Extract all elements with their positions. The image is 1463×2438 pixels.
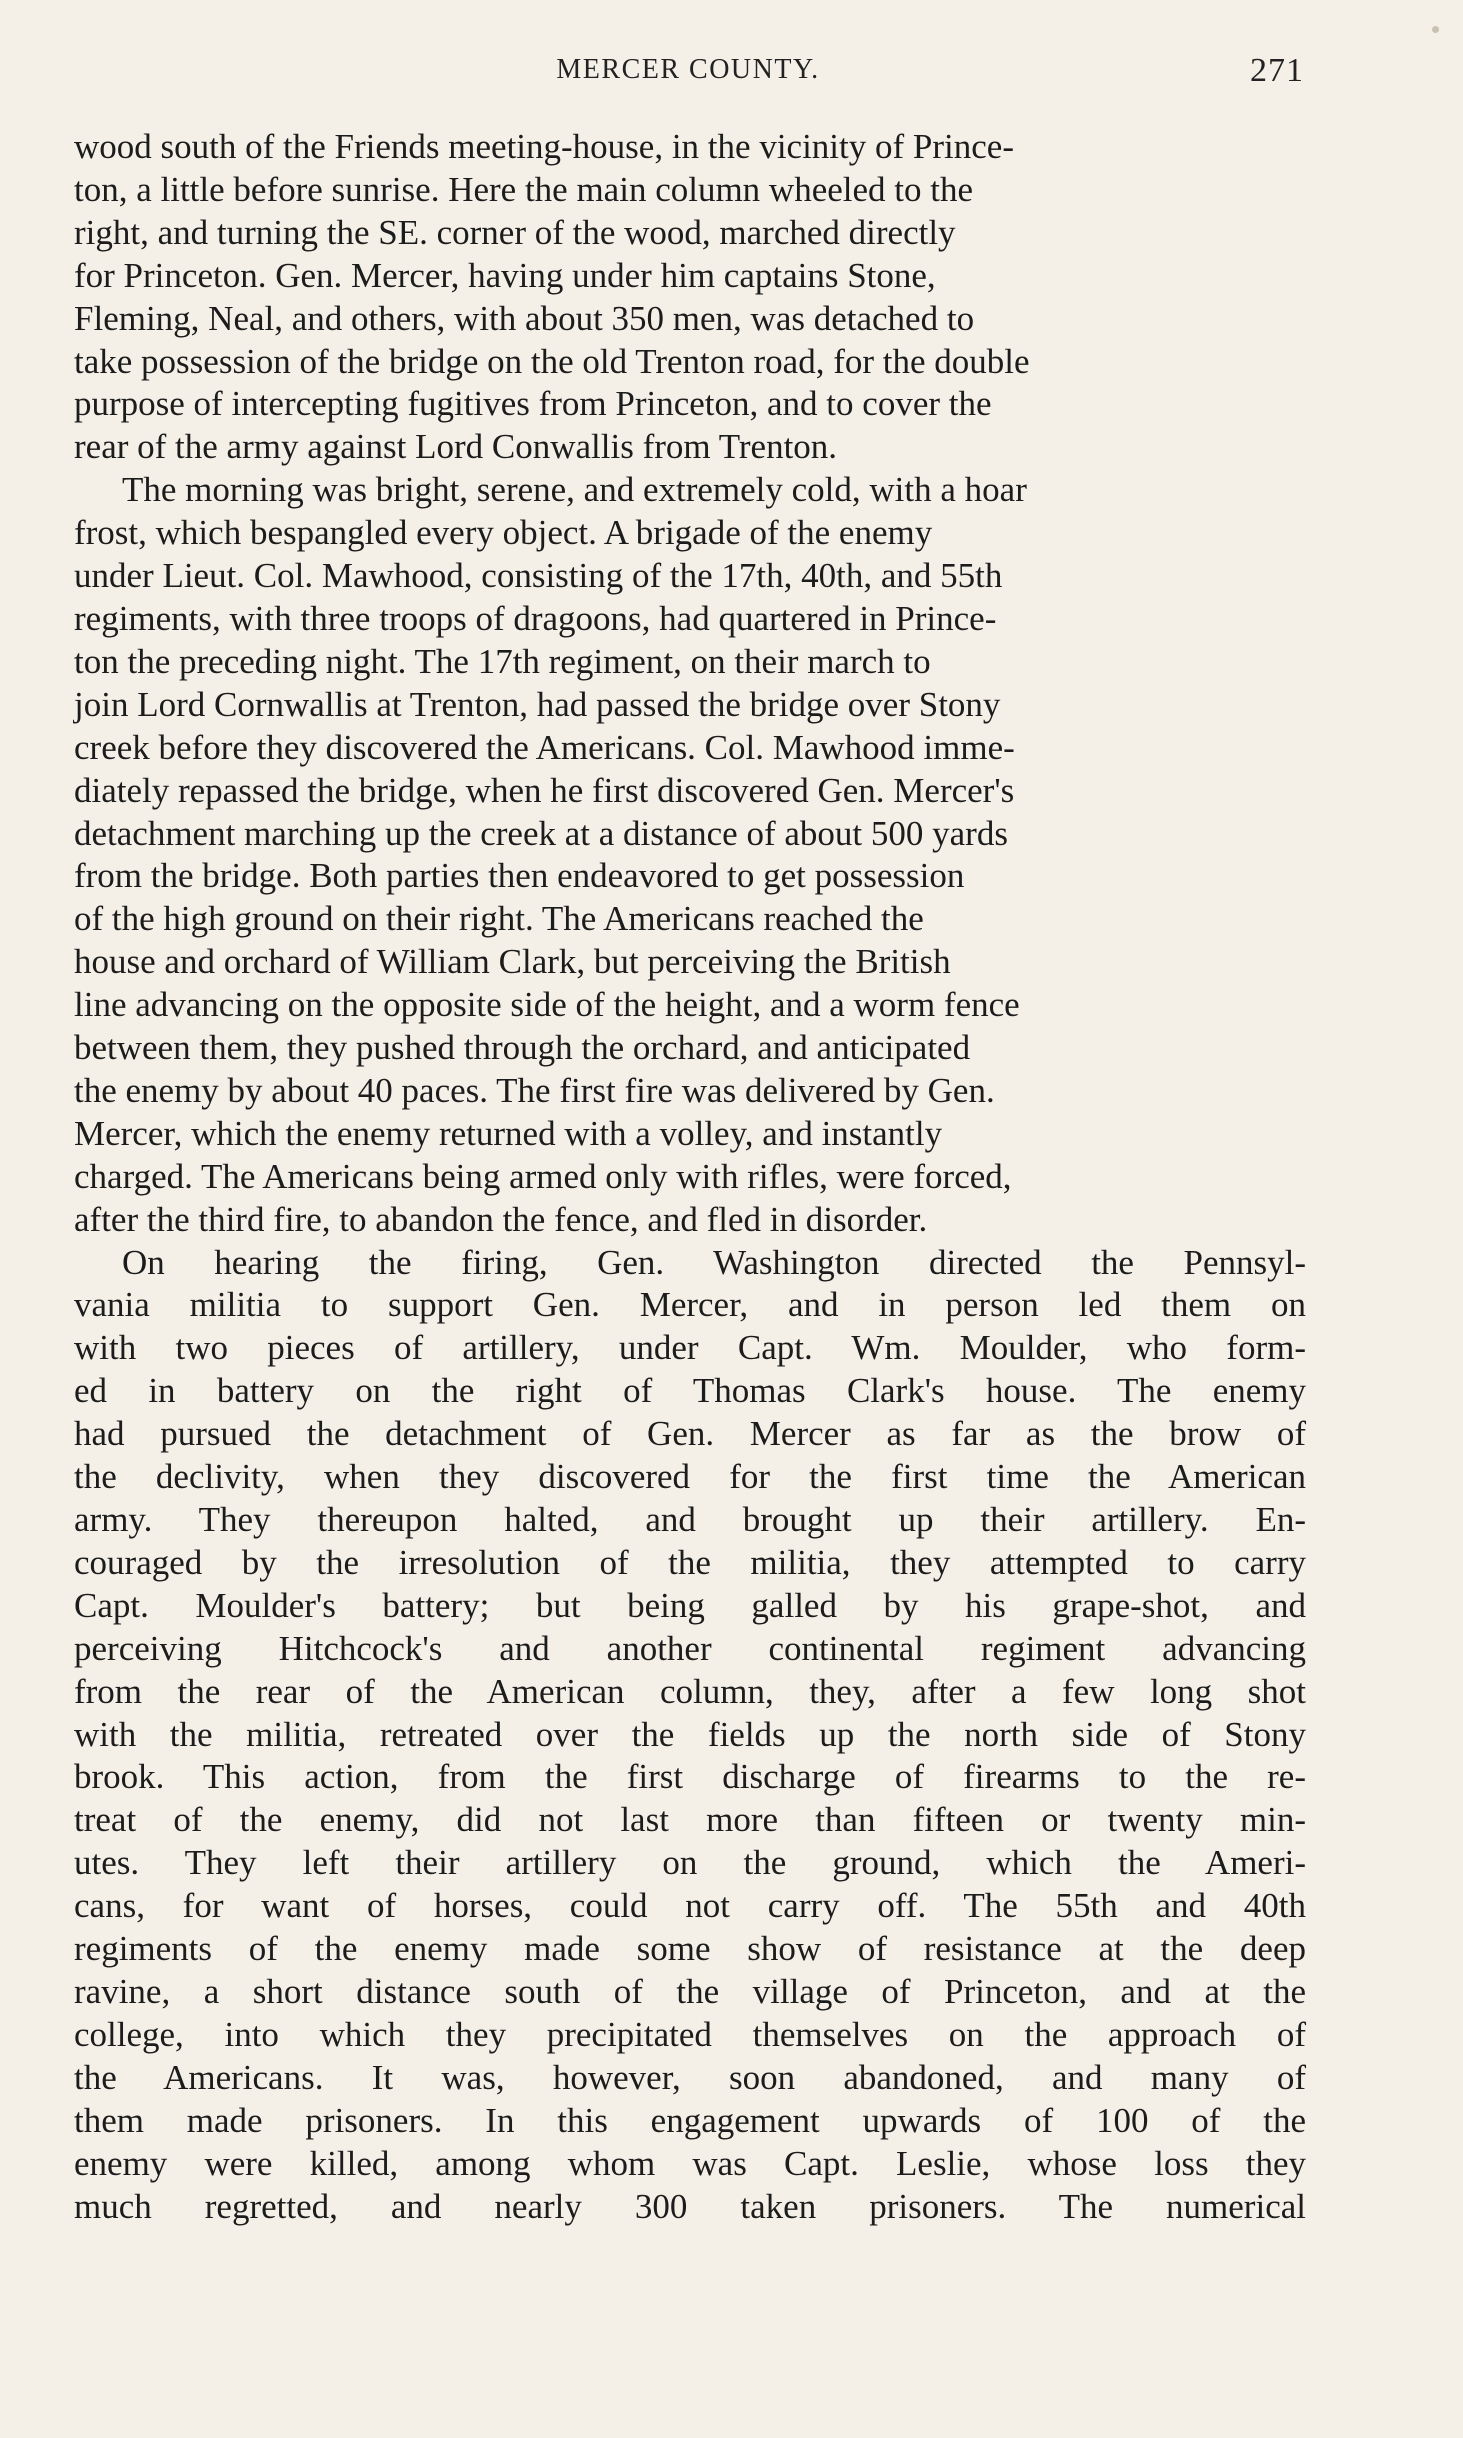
paragraph-2: The morning was bright, serene, and extremely cold, with a hoar frost, which bespangled every object. A brigade of the enemy under Lieut. Col. Mawhood, consisting of the 17th, 40th, and 55th regiments, with three troops of dragoons, had quartered in Prince- ton the preceding night. The 17th regiment, on their march to join Lord Cornwallis at Trenton, had passed the bridge over Stony creek before they discovered the Americans. Col. Mawhood imme- diately repassed the bridge, when he first discovered Gen. Mercer's detachment marching up the creek at a distance of about 500 yards from the bridge. Both parties then endeavored to get possession of the high ground on their right. The Americans reached the house and orchard of William Clark, but perceiving the British line advancing on the opposite side of the height, and a worm fence between them, they pushed through the orchard, and anticipated the enemy by about 40 paces. The first fire was delivered by Gen. Mercer, which the enemy returned with a volley, and instantly charged. The Americans being armed only with rifles, were forced, after the third fire, to abandon the fence, and fled in disorder. xyxy=(74,470,1027,1239)
paragraph-1: wood south of the Friends meeting-house, in the vicinity of Prince- ton, a little before sunrise. Here the main column wheeled to the right, and turning the SE. corner of the wood, marched directly for Princeton. Gen. Mercer, having under him captains Stone, Fleming, Neal, and others, with about 350 men, was detached to take possession of the bridge on the old Trenton road, for the double purpose of intercepting fugitives from Princeton, and to cover the rear of the army against Lord Conwallis from Trenton. xyxy=(74,127,1030,467)
page-number: 271 xyxy=(1250,52,1304,89)
body-text xyxy=(74,126,1306,2228)
running-head xyxy=(72,52,1304,102)
running-head-title: MERCER COUNTY. xyxy=(556,54,820,85)
paragraph-3: On hearing the firing, Gen. Washington directed the Pennsyl- vania militia to support Gen. Mercer, and in person led them on with two pieces of artillery, under Capt. Wm. Moulder, who form- ed in battery on the right of Thomas Clark's house. The enemy had pursued the detachment of Gen. Mercer as far as the brow of the declivity, when they discovered for the first time the American army. They thereupon halted, and brought up their artillery. En- couraged by the irresolution of the militia, they attempted to carry Capt. Moulder's battery; but being galled by his grape-shot, and perceiving Hitchcock's and another continental regiment advancing from the rear of the American column, they, after a few long shot with the militia, retreated over the fields up the north side of Stony brook. This action, from the first discharge of firearms to the re- treat of the enemy, did not last more than fifteen or twenty min- utes. They left their artillery on the ground, which the Ameri- cans, for want of horses, could not carry off. The 55th and 40th regiments of the enemy made some show of resistance at the deep ravine, a short distance south of the village of Princeton, and at the college, into which they precipitated themselves on the approach of the Americans. It was, however, soon abandoned, and many of them made prisoners. In this engagement upwards of 100 of the enemy were killed, among whom was Capt. Leslie, whose loss they much regretted, and nearly 300 taken prisoners. The numerical xyxy=(74,1242,1306,2226)
paper-spot xyxy=(1432,26,1439,33)
